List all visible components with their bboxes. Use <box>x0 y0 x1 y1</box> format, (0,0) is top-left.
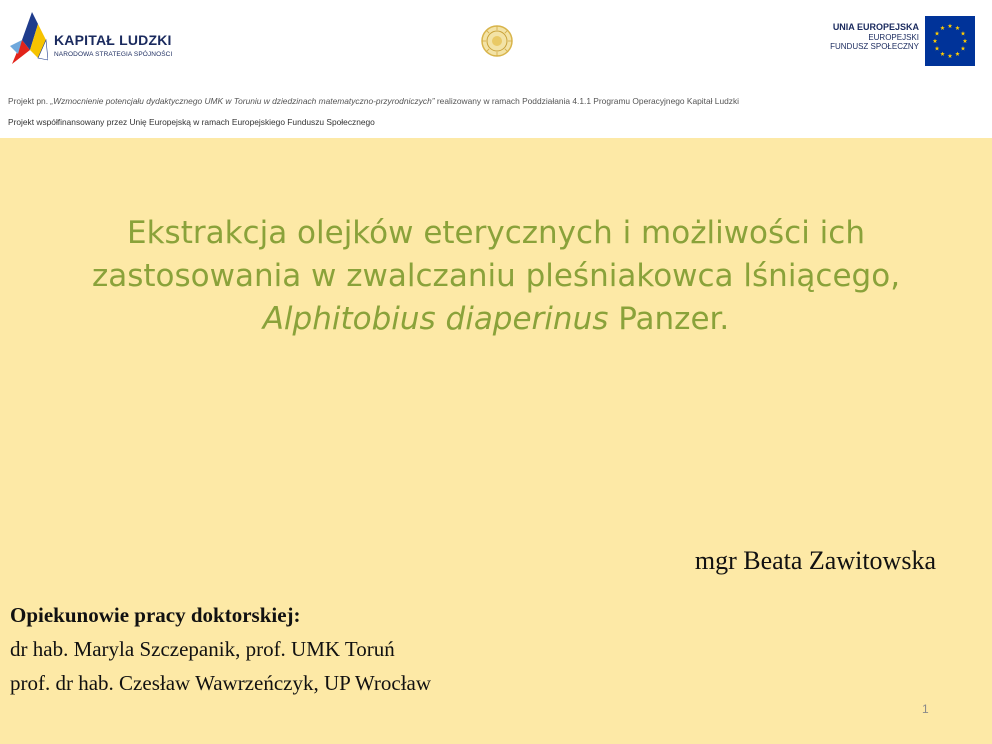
header-band <box>0 0 992 138</box>
title-line2: zastosowania w zwalczaniu pleśniakowca lśniącego, <box>91 258 901 294</box>
project-line1-prefix: Projekt pn. <box>8 96 51 106</box>
supervisor-item: prof. dr hab. Czesław Wawrzeńczyk, UP Wrocław <box>10 671 432 695</box>
eu-logo-line2: EUROPEJSKI <box>868 33 919 42</box>
slide-title <box>40 212 952 341</box>
eu-logo-line1: UNIA EUROPEJSKA <box>832 22 919 32</box>
title-author-suffix: Panzer. <box>608 301 730 337</box>
project-line1-title: „Wzmocnienie potencjału dydaktycznego UMK w Toruniu w dziedzinach matematyczno-przyrodniczych” <box>50 96 435 106</box>
supervisors-block <box>10 598 431 700</box>
title-line3 <box>40 298 952 341</box>
kapital-ludzki-logo <box>8 10 198 66</box>
author-name: mgr Beata Zawitowska <box>694 546 936 575</box>
project-line1-suffix: realizowany w ramach Poddziałania 4.1.1 Programu Operacyjnego Kapitał Ludzki <box>434 96 740 106</box>
eu-flag-icon <box>925 16 975 66</box>
eu-social-fund-logo <box>800 16 975 68</box>
title-line1: Ekstrakcja olejków eterycznych i możliwości ich <box>127 215 865 251</box>
kapital-ludzki-title: KAPITAŁ LUDZKI <box>54 32 172 48</box>
kapital-ludzki-subtitle: NARODOWA STRATEGIA SPÓJNOŚCI <box>54 51 173 58</box>
kapital-ludzki-emblem-icon <box>8 10 48 66</box>
eu-logo-line3: FUNDUSZ SPOŁECZNY <box>830 42 919 51</box>
title-latin-name: Alphitobius diaperinus <box>262 301 609 337</box>
project-description-line2: Projekt współfinansowany przez Unię Europejską w ramach Europejskiego Funduszu Społecznego <box>8 117 375 127</box>
page-number: 1 <box>922 702 929 716</box>
supervisors-heading: Opiekunowie pracy doktorskiej: <box>10 603 301 627</box>
supervisor-item: dr hab. Maryla Szczepanik, prof. UMK Toruń <box>10 637 395 661</box>
university-seal-icon <box>480 24 514 58</box>
project-description-line1 <box>8 96 739 106</box>
eu-logo-text <box>830 22 919 51</box>
